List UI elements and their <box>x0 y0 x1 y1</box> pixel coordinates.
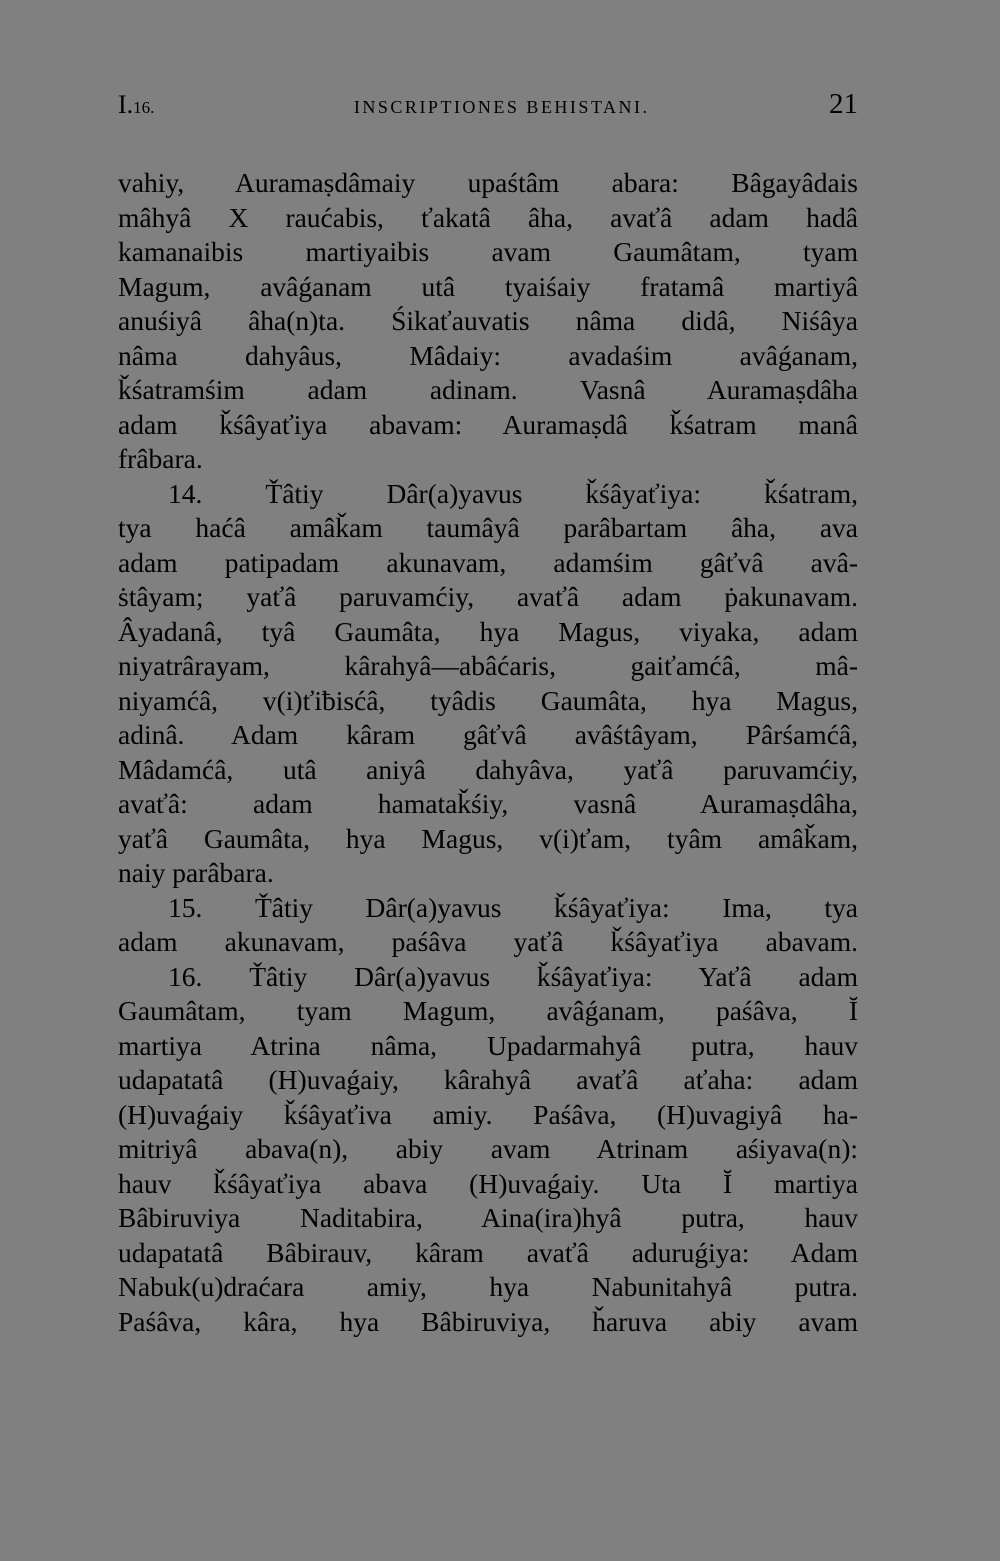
text-line: adam akunavam, paśâva yaťâ ǩśâyaťiya abavam. <box>118 926 858 957</box>
book-page <box>118 88 858 1339</box>
text-line: udapatatâ Bâbirauv, kâram avaťâ aduruǵiya: Adam <box>118 1236 858 1268</box>
text-line: Bâbiruviya Naditabira, Aina(ira)hyâ putra, hauv <box>118 1202 858 1233</box>
text-line: Paśâva, kâra, hya Bâbiruviya, ȟaruva abiy avam <box>118 1305 858 1337</box>
text-line: martiya Atrina nâma, Upadarmahyâ putra, hauv <box>118 1029 858 1061</box>
text-line: 14. Ťâtiy Dâr(a)yavus ǩśâyaťiya: ǩśatram, <box>168 477 858 509</box>
text-line: ṡtâyam; yaťâ paruvamćiy, avaťâ adam ṗakunavam. <box>118 581 858 612</box>
paragraph-14 <box>118 477 858 891</box>
text-line: avaťâ: adam hamataǩśiy, vasnâ Auramaṣdâha, <box>118 788 858 819</box>
paragraph-16 <box>118 960 858 1340</box>
text-line: Nabuk(u)draćara amiy, hya Nabunitahyâ putra. <box>118 1271 858 1302</box>
text-line: 15. Ťâtiy Dâr(a)yavus ǩśâyaťiya: Ima, tya <box>168 891 858 923</box>
text-line: kamanaibis martiyaibis avam Gaumâtam, tyam <box>118 236 858 267</box>
text-line: adinâ. Adam kâram gâťvâ avâśtâyam, Pârśamćâ, <box>118 719 858 750</box>
text-line: udapatatâ (H)uvaǵaiy, kârahyâ avaťâ aťaha: adam <box>118 1064 858 1095</box>
text-line: nâma dahyâus, Mâdaiy: avadaśim avâǵanam, <box>118 339 858 371</box>
page-number: 21 <box>829 88 858 120</box>
text-line: yaťâ Gaumâta, hya Magus, v(i)ťam, tyâm amâǩam, <box>118 822 858 854</box>
text-line: niyamćâ, v(i)ťiƀisćâ, tyâdis Gaumâta, hya Magus, <box>118 684 858 716</box>
text-line: adam patipadam akunavam, adamśim gâťvâ avâ- <box>118 546 858 578</box>
text-line: 16. Ťâtiy Dâr(a)yavus ǩśâyaťiya: Yaťâ adam <box>168 960 858 992</box>
text-line: Gaumâtam, tyam Magum, avâǵanam, paśâva, Ĭ <box>118 995 858 1026</box>
running-title: INSCRIPTIONES BEHISTANI. <box>353 97 650 117</box>
section-ref-label: I. <box>118 90 134 119</box>
text-line: (H)uvaǵaiy ǩśâyaťiva amiy. Paśâva, (H)uvagiyâ ha- <box>118 1098 858 1130</box>
text-line: mitriyâ abava(n), abiy avam Atrinam aśiyava(n): <box>118 1133 858 1164</box>
text-line: vahiy, Auramaṣdâmaiy upaśtâm abara: Bâgayâdais <box>118 167 858 198</box>
text-line: mâhyâ X raućabis, ťakatâ âha, avaťâ adam hadâ <box>118 201 858 233</box>
body-text <box>118 166 858 1339</box>
text-line: niyatrârayam, kârahyâ—abâćaris, gaiťamćâ, mâ- <box>118 650 858 681</box>
text-line: Magum, avâǵanam utâ tyaiśaiy fratamâ martiyâ <box>118 270 858 302</box>
text-line: Âyadanâ, tyâ Gaumâta, hya Magus, viyaka, adam <box>118 615 858 647</box>
text-line: frâbara. <box>118 443 203 474</box>
text-line: anuśiyâ âha(n)ta. Śikaťauvatis nâma didâ, Niśâya <box>118 305 858 336</box>
text-line: Mâdamćâ, utâ aniyâ dahyâva, yaťâ paruvamćiy, <box>118 753 858 785</box>
section-reference <box>118 90 154 120</box>
section-ref-number: 16. <box>133 98 155 117</box>
paragraph-15 <box>118 891 858 960</box>
text-line: ǩśatramśim adam adinam. Vasnâ Auramaṣdâha <box>118 374 858 405</box>
text-line: tya haćâ amâǩam taumâyâ parâbartam âha, ava <box>118 512 858 543</box>
text-line: adam ǩśâyaťiya abavam: Auramaṣdâ ǩśatram manâ <box>118 408 858 440</box>
text-line: hauv ǩśâyaťiya abava (H)uvaǵaiy. Uta Ĭ martiya <box>118 1167 858 1199</box>
text-line: naiy parâbara. <box>118 857 274 888</box>
paragraph <box>118 166 858 477</box>
running-header <box>118 88 858 128</box>
